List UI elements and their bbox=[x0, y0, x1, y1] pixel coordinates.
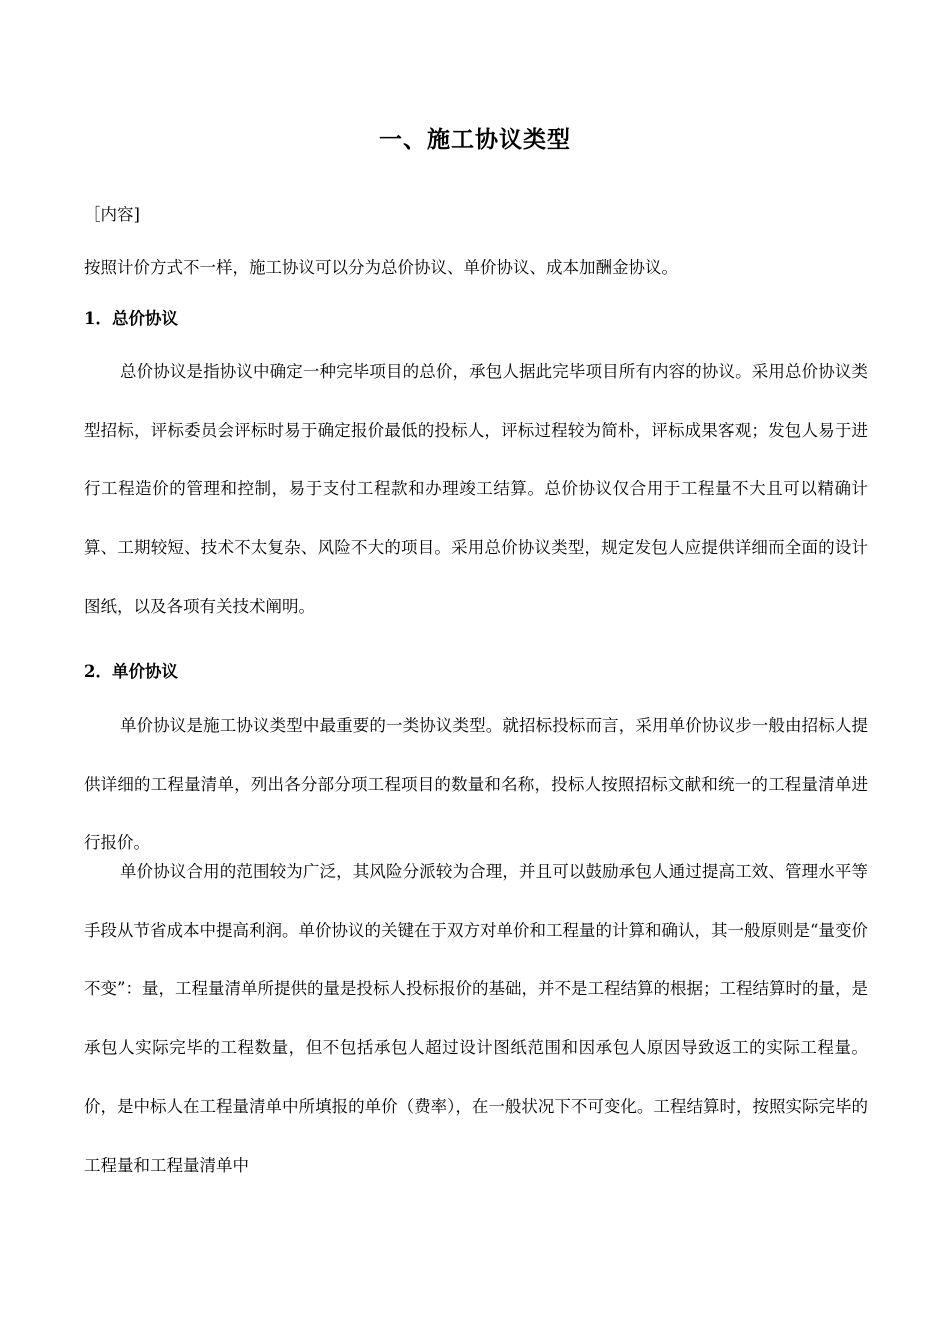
section-heading-unit-price: 2．单价协议 bbox=[84, 662, 178, 681]
section-heading-lump-sum: 1．总价协议 bbox=[84, 309, 178, 328]
paragraph-lump-sum: 总价协议是指协议中确定一种完毕项目的总价，承包人据此完毕项目所有内容的协议。采用总价协议类型招标，评标委员会评标时易于确定报价最低的投标人，评标过程较为简朴，评标成果客观；发包人易于进行工程造价的管理和控制，易于支付工程款和办理竣工结算。总价协议仅合用于工程量不大且可以精确计算、工期较短、技术不太复杂、风险不大的项目。采用总价协议类型，规定发包人应提供详细而全面的设计图纸，以及各项有关技术阐明。 bbox=[84, 362, 868, 616]
page-title: 一、施工协议类型 bbox=[379, 126, 571, 153]
content-label: ［内容] bbox=[84, 205, 140, 224]
paragraph-unit-price-2: 单价协议合用的范围较为广泛，其风险分派较为合理，并且可以鼓励承包人通过提高工效、管理水平等手段从节省成本中提高利润。单价协议的关键在于双方对单价和工程量的计算和确认，其一般原则是“量变价不变”：量，工程量清单所提供的量是投标人投标报价的基础，并不是工程结算的根据；工程结算时的量，是承包人实际完毕的工程数量，但不包括承包人超过设计图纸范围和因承包人原因导致返工的实际工程量。价，是中标人在工程量清单中所填报的单价（费率），在一般状况下不可变化。工程结算时，按照实际完毕的工程量和工程量清单中 bbox=[84, 862, 868, 1175]
intro-paragraph: 按照计价方式不一样，施工协议可以分为总价协议、单价协议、成本加酬金协议。 bbox=[84, 258, 678, 277]
paragraph-unit-price-1: 单价协议是施工协议类型中最重要的一类协议类型。就招标投标而言，采用单价协议步一般由招标人提供详细的工程量清单，列出各分部分项工程项目的数量和名称，投标人按照招标文献和统一的工程量清单进行报价。 bbox=[84, 716, 868, 853]
